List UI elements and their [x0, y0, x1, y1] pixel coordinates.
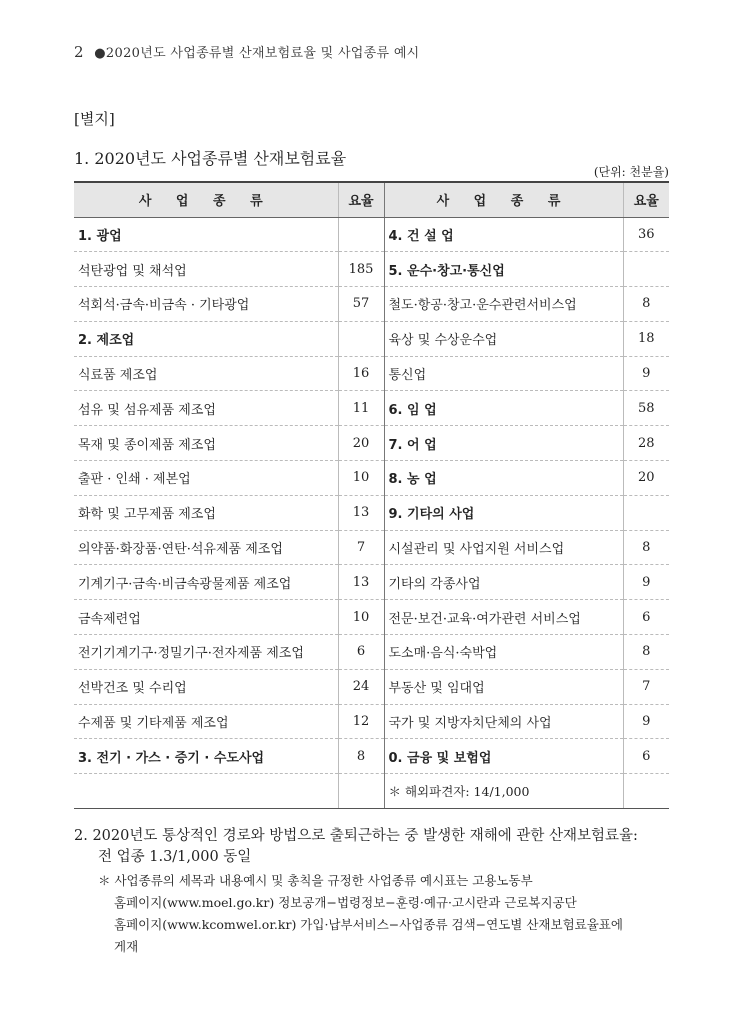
table-header-row [74, 182, 669, 217]
business-type-right: 4. 건 설 업 [384, 217, 623, 252]
business-type-left: 화학 및 고무제품 제조업 [74, 495, 338, 530]
rate-left: 13 [338, 495, 384, 530]
business-type-right: 부동산 및 임대업 [384, 669, 623, 704]
rate-right: 9 [623, 704, 669, 739]
business-type-right: 철도·항공·창고·운수관련서비스업 [384, 287, 623, 322]
business-type-right: 7. 어 업 [384, 426, 623, 461]
table-row [74, 495, 669, 530]
rate-left: 6 [338, 635, 384, 670]
rate-right: 6 [623, 600, 669, 635]
empty-cell [623, 774, 669, 809]
table-row [74, 461, 669, 496]
section1-title: 1. 2020년도 사업종류별 산재보험료율 [74, 149, 347, 168]
business-type-right: 통신업 [384, 356, 623, 391]
business-type-left: 2. 제조업 [74, 321, 338, 356]
rate-right: 18 [623, 321, 669, 356]
note-line-4: 게재 [114, 939, 139, 954]
note-line-3: 홈페이지(www.kcomwel.or.kr) 가입·납부서비스−사업종류 검색−연도별 산재보험료율표에 [114, 917, 623, 932]
header-rate-left: 요율 [338, 182, 384, 217]
rate-right: 9 [623, 356, 669, 391]
business-type-right: 기타의 각종사업 [384, 565, 623, 600]
business-type-right: 8. 농 업 [384, 461, 623, 496]
table-row [74, 774, 669, 809]
rate-right: 58 [623, 391, 669, 426]
business-type-left: 수제품 및 기타제품 제조업 [74, 704, 338, 739]
page-number: 2 [74, 43, 84, 61]
note-line-1: ＊ 사업종류의 세목과 내용예시 및 총칙을 규정한 사업종류 예시표는 고용노동부 [98, 873, 533, 888]
section2-title: 2. 2020년도 통상적인 경로와 방법으로 출퇴근하는 중 발생한 재해에 관한 산재보험료율: [74, 828, 638, 844]
business-type-left: 목재 및 종이제품 제조업 [74, 426, 338, 461]
rate-right: 8 [623, 530, 669, 565]
business-type-left: 선박건조 및 수리업 [74, 669, 338, 704]
rate-left: 12 [338, 704, 384, 739]
business-type-left: 석탄광업 및 채석업 [74, 252, 338, 287]
rate-right: 8 [623, 635, 669, 670]
business-type-right: 5. 운수·창고·통신업 [384, 252, 623, 287]
table-row [74, 252, 669, 287]
table-row [74, 739, 669, 774]
business-type-right: 6. 임 업 [384, 391, 623, 426]
header-title: ●2020년도 사업종류별 산재보험료율 및 사업종류 예시 [94, 46, 420, 61]
note-line-2: 홈페이지(www.moel.go.kr) 정보공개−법령정보−훈령·예규·고시란과 근로복지공단 [114, 895, 577, 910]
rate-left: 8 [338, 739, 384, 774]
rate-right: 7 [623, 669, 669, 704]
rate-left: 57 [338, 287, 384, 322]
rate-right: 9 [623, 565, 669, 600]
page-header [74, 42, 420, 61]
rate-left: 13 [338, 565, 384, 600]
business-type-right: 국가 및 지방자치단체의 사업 [384, 704, 623, 739]
empty-cell [74, 774, 338, 809]
insurance-rate-table [74, 181, 669, 809]
business-type-right: 육상 및 수상운수업 [384, 321, 623, 356]
rate-left: 24 [338, 669, 384, 704]
business-type-right: 0. 금융 및 보험업 [384, 739, 623, 774]
table-row [74, 287, 669, 322]
business-type-left: 전기기계기구·정밀기구·전자제품 제조업 [74, 635, 338, 670]
rate-left [338, 217, 384, 252]
business-type-left: 식료품 제조업 [74, 356, 338, 391]
rate-right: 36 [623, 217, 669, 252]
rate-left: 16 [338, 356, 384, 391]
rate-right [623, 495, 669, 530]
rate-right: 8 [623, 287, 669, 322]
business-type-left: 1. 광업 [74, 217, 338, 252]
table-row [74, 426, 669, 461]
table-row [74, 321, 669, 356]
business-type-left: 기계기구·금속·비금속광물제품 제조업 [74, 565, 338, 600]
rate-left: 10 [338, 461, 384, 496]
table-row [74, 217, 669, 252]
header-rate-right: 요율 [623, 182, 669, 217]
table-row [74, 669, 669, 704]
business-type-left: 금속제련업 [74, 600, 338, 635]
rate-right [623, 252, 669, 287]
overseas-note: ＊ 해외파견자: 14/1,000 [384, 774, 623, 809]
rate-left: 10 [338, 600, 384, 635]
rate-left [338, 321, 384, 356]
table-row [74, 600, 669, 635]
business-type-right: 9. 기타의 사업 [384, 495, 623, 530]
business-type-left: 출판 · 인쇄 · 제본업 [74, 461, 338, 496]
section2-rate: 전 업종 1.3/1,000 동일 [98, 849, 252, 865]
business-type-left: 섬유 및 섬유제품 제조업 [74, 391, 338, 426]
table-row [74, 635, 669, 670]
table-row [74, 530, 669, 565]
rate-left: 11 [338, 391, 384, 426]
section2 [74, 826, 674, 958]
unit-label: (단위: 천분율) [593, 165, 669, 179]
business-type-right: 시설관리 및 사업지원 서비스업 [384, 530, 623, 565]
business-type-right: 전문·보건·교육·여가관련 서비스업 [384, 600, 623, 635]
rate-left: 20 [338, 426, 384, 461]
header-business-type-right: 사 업 종 류 [384, 182, 623, 217]
empty-cell [338, 774, 384, 809]
table-row [74, 704, 669, 739]
table-row [74, 356, 669, 391]
rate-left: 7 [338, 530, 384, 565]
section2-note [74, 870, 674, 958]
rate-right: 6 [623, 739, 669, 774]
business-type-left: 의약품·화장품·연탄·석유제품 제조업 [74, 530, 338, 565]
table-row [74, 565, 669, 600]
business-type-left: 석회석·금속·비금속 · 기타광업 [74, 287, 338, 322]
header-business-type-left: 사 업 종 류 [74, 182, 338, 217]
table-row [74, 391, 669, 426]
rate-right: 20 [623, 461, 669, 496]
business-type-right: 도소매·음식·숙박업 [384, 635, 623, 670]
rate-right: 28 [623, 426, 669, 461]
annex-label: [별지] [74, 110, 115, 128]
rate-left: 185 [338, 252, 384, 287]
business-type-left: 3. 전기 · 가스 · 증기 · 수도사업 [74, 739, 338, 774]
